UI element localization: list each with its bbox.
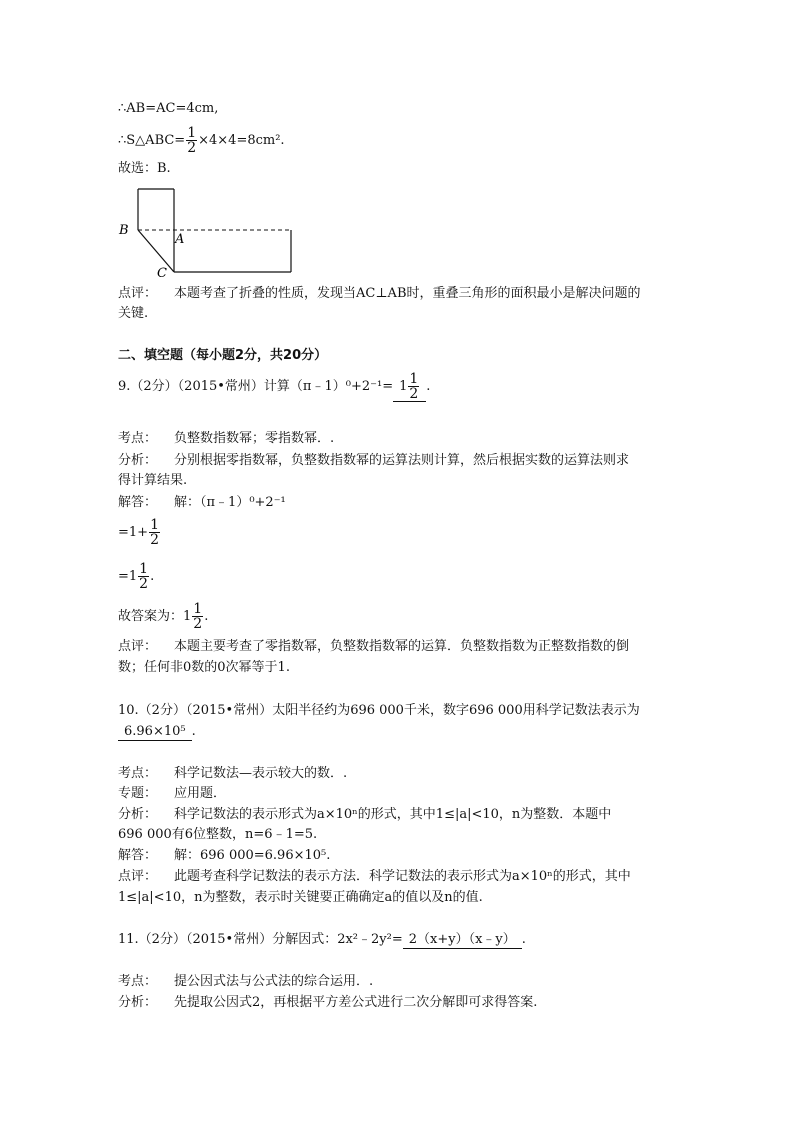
text-fragment: 故答案为：1 xyxy=(118,609,192,624)
question-9-stem xyxy=(118,372,430,402)
fraction-denominator: 2 xyxy=(193,616,203,632)
label: 分析： xyxy=(118,995,158,1010)
comment-text: 此题考查科学记数法的表示方法．科学记数法的表示形式为a×10ⁿ的形式，其中 xyxy=(174,869,631,884)
label: 专题： xyxy=(118,786,158,801)
section-title: 二、填空题（每小题2分，共20分） xyxy=(118,348,328,363)
text-fragment: . xyxy=(426,379,431,394)
solution-line xyxy=(118,494,286,512)
question-10-stem: 10.（2分）（2015•常州）太阳半径约为696 000千米，数字696 000用科学记数法表示为 xyxy=(118,703,640,718)
point-label-b: B xyxy=(119,223,129,238)
folding-figure xyxy=(115,183,300,278)
analysis-text: 科学记数法的表示形式为a×10ⁿ的形式，其中1≤|a|<10，n为整数．本题中 xyxy=(174,807,612,822)
knowledge-point-line xyxy=(118,973,373,991)
text-fragment: . xyxy=(191,724,196,739)
text-fragment: ×4×4=8cm². xyxy=(198,133,285,148)
topic-text: 应用题． xyxy=(174,786,227,801)
area-formula-line xyxy=(118,126,285,155)
fraction-numerator: 1 xyxy=(409,371,419,387)
analysis-line xyxy=(118,806,611,824)
label: 点评： xyxy=(118,869,158,884)
comment-line xyxy=(118,638,629,656)
answer-whole: 1 xyxy=(399,379,408,394)
label: 分析： xyxy=(118,453,158,468)
label: 解答： xyxy=(118,495,158,510)
answer-blank xyxy=(393,372,426,402)
final-answer-line xyxy=(118,602,208,631)
knowledge-point: 负整数指数幂；零指数幂．. xyxy=(174,431,335,446)
label: 解答： xyxy=(118,848,158,863)
fraction-numerator: 1 xyxy=(193,601,203,617)
point-label-c: C xyxy=(157,266,167,278)
comment-line: 1≤|a|<10，n为整数，表示时关键要正确确定a的值以及n的值. xyxy=(118,890,483,905)
solution-step xyxy=(118,518,161,547)
label: 考点： xyxy=(118,974,158,989)
knowledge-point: 科学记数法—表示较大的数．. xyxy=(174,766,348,781)
fraction-numerator: 1 xyxy=(139,561,149,577)
fraction-numerator: 1 xyxy=(187,125,197,141)
label: 考点： xyxy=(118,431,158,446)
text-line: ∴AB=AC=4cm, xyxy=(118,101,219,116)
label: 点评： xyxy=(118,639,158,654)
solution-line xyxy=(118,847,330,865)
text-fragment: . xyxy=(521,932,526,947)
question-11-stem xyxy=(118,931,526,949)
knowledge-point: 提公因式法与公式法的综合运用．. xyxy=(174,974,374,989)
analysis-line xyxy=(118,452,629,470)
analysis-line: 696 000有6位整数，n=6﹣1=5. xyxy=(118,827,318,842)
analysis-line: 得计算结果. xyxy=(118,473,188,488)
figure-line xyxy=(138,230,174,272)
comment-label: 点评： xyxy=(118,286,158,301)
text-line: 故选：B. xyxy=(118,161,171,176)
analysis-text: 分别根据零指数幂，负整数指数幂的运算法则计算，然后根据实数的运算法则求 xyxy=(174,453,630,468)
comment-line xyxy=(118,285,641,303)
fraction xyxy=(186,126,197,155)
fraction xyxy=(192,602,203,631)
comment-text: 本题主要考查了零指数幂，负整数指数幂的运算．负整数指数为正整数指数的倒 xyxy=(174,639,630,654)
comment-text: 本题考查了折叠的性质，发现当AC⊥AB时，重叠三角形的面积最小是解决问题的 xyxy=(174,286,641,301)
answer-blank: 6.96×10⁵ xyxy=(118,724,192,741)
comment-line xyxy=(118,868,631,886)
topic-line xyxy=(118,785,226,803)
solution-step xyxy=(118,562,154,591)
text-fragment: . xyxy=(150,569,155,584)
text-fragment: =1+ xyxy=(118,525,149,540)
solution-text: 解：696 000=6.96×10⁵. xyxy=(174,848,331,863)
text-fragment: ∴S△ABC= xyxy=(118,133,186,148)
knowledge-point-line xyxy=(118,430,334,448)
knowledge-point-line xyxy=(118,765,347,783)
question-text: 11.（2分）（2015•常州）分解因式：2x²﹣2y²= xyxy=(118,932,403,947)
fraction xyxy=(149,518,160,547)
fraction-numerator: 1 xyxy=(150,517,159,533)
text-fragment: . xyxy=(204,609,209,624)
question-10-answer-line xyxy=(118,723,196,741)
fraction xyxy=(138,562,149,591)
fraction xyxy=(408,372,419,401)
comment-line: 数；任何非0数的0次幂等于1. xyxy=(118,660,290,675)
analysis-text: 先提取公因式2，再根据平方差公式进行二次分解即可求得答案. xyxy=(174,995,538,1010)
fraction-denominator: 2 xyxy=(409,386,419,402)
solution-text: 解：（π﹣1）⁰+2⁻¹ xyxy=(174,495,286,510)
answer-blank: 2（x+y）（x﹣y） xyxy=(403,932,522,949)
point-label-a: A xyxy=(175,232,185,247)
text-fragment: =1 xyxy=(118,569,138,584)
label: 考点： xyxy=(118,766,158,781)
fraction-denominator: 2 xyxy=(150,532,159,548)
comment-line: 关键. xyxy=(118,306,149,321)
analysis-line xyxy=(118,994,537,1012)
question-text: 9.（2分）（2015•常州）计算（π﹣1）⁰+2⁻¹= xyxy=(118,379,394,394)
label: 分析： xyxy=(118,807,158,822)
fraction-denominator: 2 xyxy=(139,576,149,592)
fraction-denominator: 2 xyxy=(187,140,197,156)
